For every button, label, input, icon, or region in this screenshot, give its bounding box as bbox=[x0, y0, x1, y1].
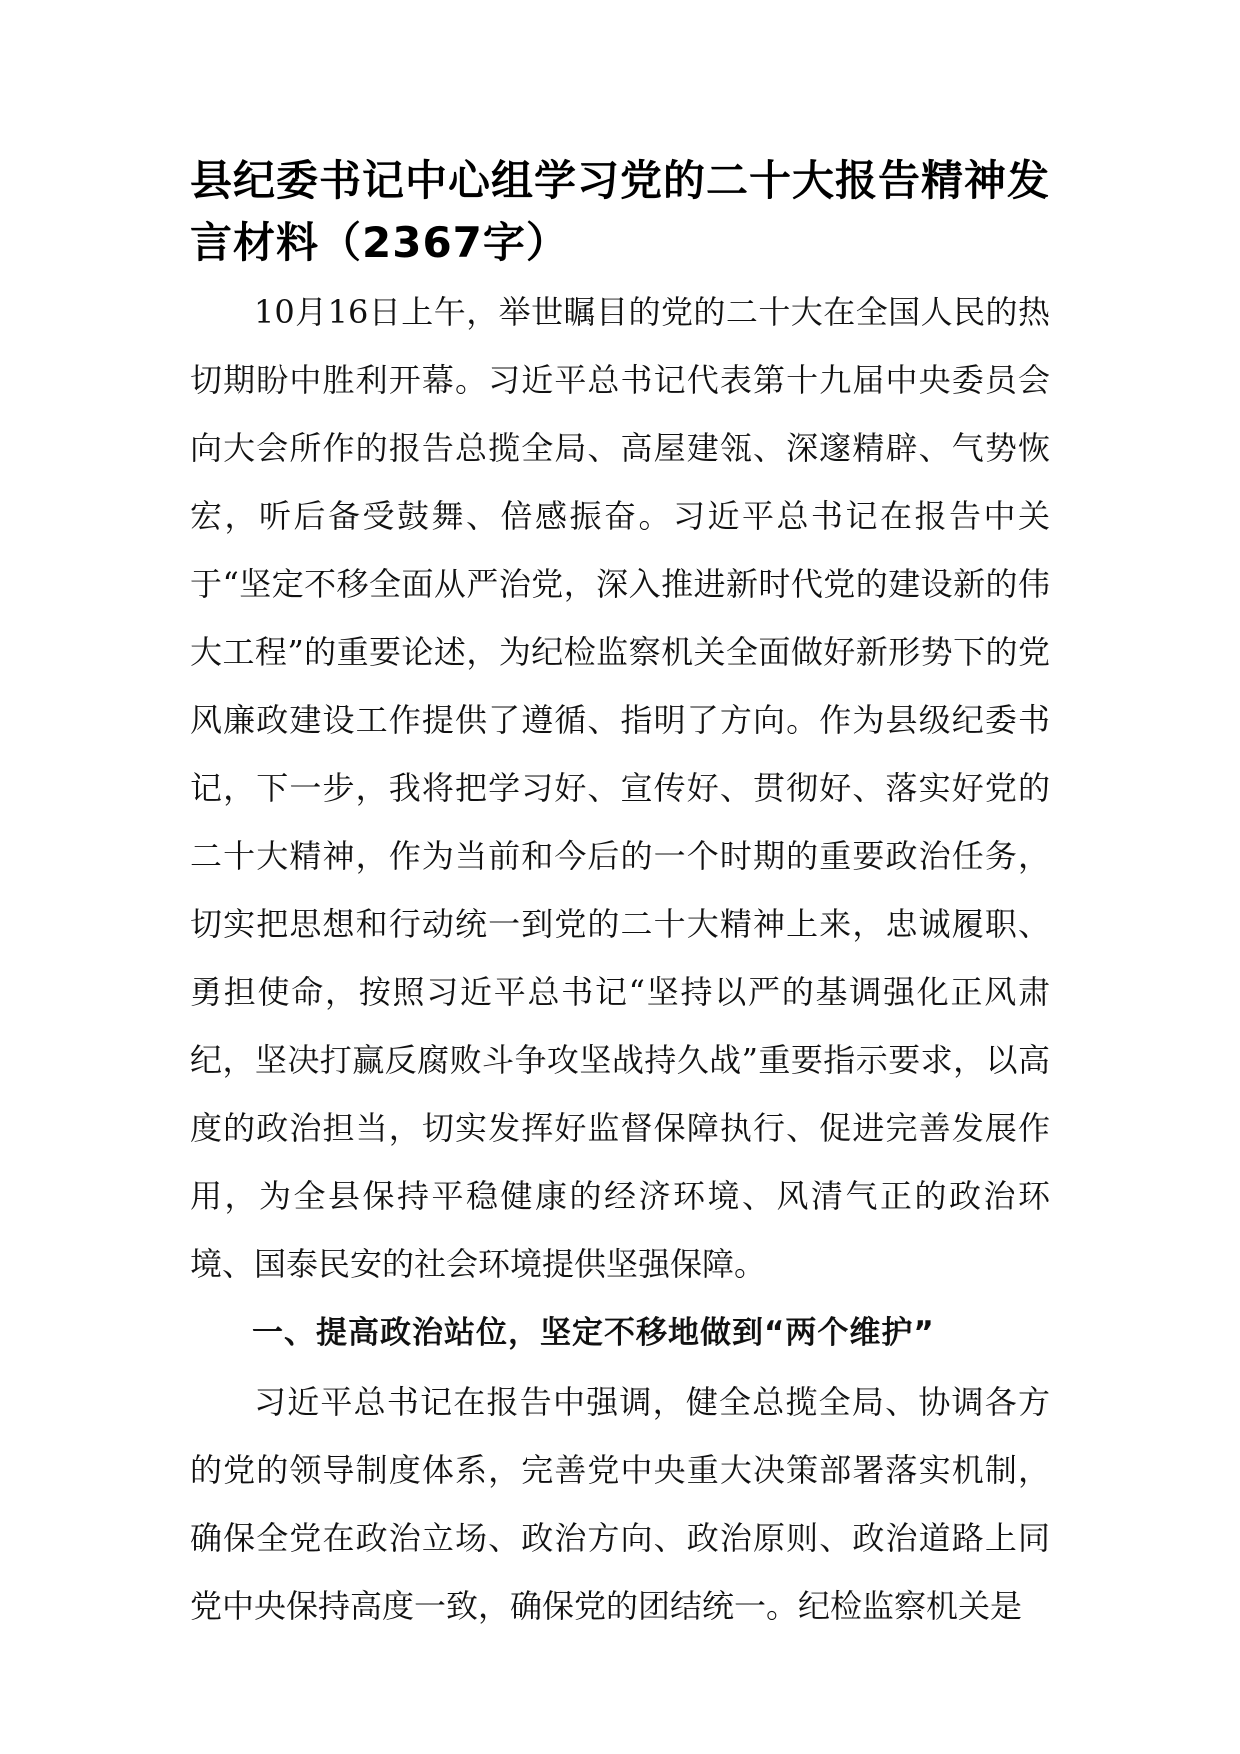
document-title: 县纪委书记中心组学习党的二十大报告精神发言材料（2367字） bbox=[190, 156, 1051, 267]
section-heading-1: 一、提高政治站位，坚定不移地做到“两个维护” bbox=[252, 1315, 935, 1351]
intro-paragraph: 10月16日上午，举世瞩目的党的二十大在全国人民的热切期盼中胜利开幕。习近平总书记代表第十九届中央委员会向大会所作的报告总揽全局、高屋建瓴、深邃精辟、气势恢宏，听后备受鼓舞、倍感振奋。习近平总书记在报告中关于“坚定不移全面从严治党，深入推进新时代党的建设新的伟大工程”的重要论述，为纪检监察机关全面做好新形势下的党风廉政建设工作提供了遵循、指明了方向。作为县级纪委书记，下一步，我将把学习好、宣传好、贯彻好、落实好党的二十大精神，作为当前和今后的一个时期的重要政治任务，切实把思想和行动统一到党的二十大精神上来，忠诚履职、勇担使命，按照习近平总书记“坚持以严的基调强化正风肃纪，坚决打赢反腐败斗争攻坚战持久战”重要指示要求，以高度的政治担当，切实发挥好监督保障执行、促进完善发展作用，为全县保持平稳健康的经济环境、风清气正的政治环境、国泰民安的社会环境提供坚强保障。 bbox=[190, 293, 1050, 1283]
document-body bbox=[190, 150, 1050, 1640]
section-1-paragraph: 习近平总书记在报告中强调，健全总揽全局、协调各方的党的领导制度体系，完善党中央重大决策部署落实机制，确保全党在政治立场、政治方向、政治原则、政治道路上同党中央保持高度一致，确保党的团结统一。纪检监察机关是 bbox=[190, 1383, 1050, 1625]
